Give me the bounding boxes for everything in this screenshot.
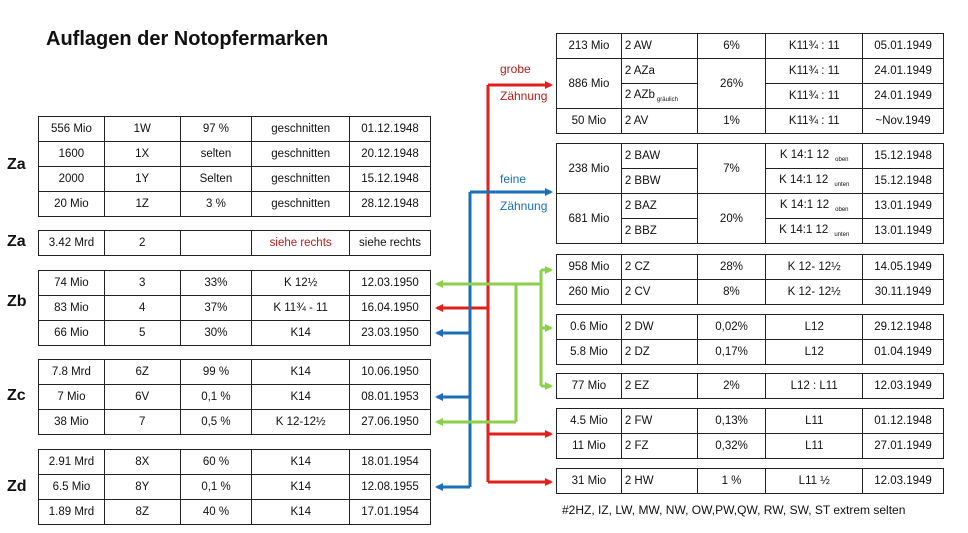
cell-date: 05.01.1949 — [863, 34, 944, 59]
cell-perf: K 11¾ - 11 — [252, 296, 350, 321]
cell-nr: 2 DW — [621, 315, 697, 340]
cell-qty: 66 Mio — [39, 321, 105, 346]
group-label-zb: Zb — [7, 293, 27, 310]
label-grobe-zahnung: Zähnung — [500, 89, 548, 103]
cell-nr: 2 CV — [621, 280, 697, 305]
cell-date: 12.08.1955 — [350, 475, 431, 500]
cell-date: siehe rechts — [350, 231, 431, 256]
cell-pct: 60 % — [180, 450, 252, 475]
cell-pct: selten — [180, 142, 252, 167]
cell-pct: 0,1 % — [180, 475, 252, 500]
cell-perf: K11¾ : 11 — [766, 59, 863, 84]
cell-nr: 3 — [104, 271, 180, 296]
perf-sub: oben — [835, 207, 849, 213]
cell-nr: 8Z — [104, 500, 180, 525]
cell-pct: 3 % — [180, 192, 252, 217]
cell-qty: 31 Mio — [557, 469, 622, 494]
perf-text: K 14:1 12 — [779, 224, 829, 236]
cell-qty: 3.42 Mrd — [39, 231, 105, 256]
cell-perf: siehe rechts — [252, 231, 350, 256]
cell-date: 27.06.1950 — [350, 410, 431, 435]
group-label-zc: Zc — [7, 387, 26, 404]
cell-nr: 2 — [104, 231, 180, 256]
cell-perf: K11¾ : 11 — [766, 34, 863, 59]
cell-pct: 0,13% — [697, 409, 766, 434]
cell-pct: 8% — [697, 280, 766, 305]
cell-nr: 6V — [104, 385, 180, 410]
cell-nr: 2 DZ — [621, 340, 697, 365]
cell-qty: 11 Mio — [557, 434, 622, 459]
cell-nr: 2 EZ — [621, 374, 697, 399]
cell-date: 29.12.1948 — [863, 315, 944, 340]
cell-nr: 6Z — [104, 360, 180, 385]
cell-nr: 1X — [104, 142, 180, 167]
cell-date: 28.12.1948 — [350, 192, 431, 217]
cell-pct: Selten — [180, 167, 252, 192]
cell-date: ~Nov.1949 — [863, 109, 944, 134]
cell-nr: 2 CZ — [621, 255, 697, 280]
cell-perf: K 12-12½ — [252, 410, 350, 435]
cell-pct: 1% — [697, 109, 766, 134]
cell-pct: 7% — [697, 144, 766, 194]
cell-date: 10.06.1950 — [350, 360, 431, 385]
cell-perf: K 12- 12½ — [766, 255, 863, 280]
cell-qty: 681 Mio — [557, 194, 622, 244]
cell-nr: 1Y — [104, 167, 180, 192]
cell-date: 24.01.1949 — [863, 84, 944, 109]
cell-pct: 26% — [697, 59, 766, 109]
cell-qty: 5.8 Mio — [557, 340, 622, 365]
cell-nr-sub: gräulich — [656, 97, 678, 103]
cell-perf: geschnitten — [252, 117, 350, 142]
cell-perf: K 12- 12½ — [766, 280, 863, 305]
cell-date: 24.01.1949 — [863, 59, 944, 84]
cell-qty: 0.6 Mio — [557, 315, 622, 340]
cell-date: 12.03.1949 — [863, 374, 944, 399]
cell-date: 23.03.1950 — [350, 321, 431, 346]
page-title: Auflagen der Notopfermarken — [46, 28, 329, 50]
cell-pct: 0,02% — [697, 315, 766, 340]
cell-qty: 213 Mio — [557, 34, 622, 59]
cell-date: 18.01.1954 — [350, 450, 431, 475]
cell-nr: 8X — [104, 450, 180, 475]
cell-perf: L12 — [766, 315, 863, 340]
cell-qty: 74 Mio — [39, 271, 105, 296]
cell-perf: K14 — [252, 500, 350, 525]
cell-date: 16.04.1950 — [350, 296, 431, 321]
cell-nr: 2 AW — [621, 34, 697, 59]
cell-date: 15.12.1948 — [863, 169, 944, 194]
cell-perf: L12 — [766, 340, 863, 365]
cell-nr: 2 BAW — [621, 144, 697, 169]
cell-qty: 1600 — [39, 142, 105, 167]
cell-qty: 6.5 Mio — [39, 475, 105, 500]
group-label-zd: Zd — [7, 478, 27, 495]
cell-nr: 7 — [104, 410, 180, 435]
cell-nr: 2 BAZ — [621, 194, 697, 219]
cell-date: 20.12.1948 — [350, 142, 431, 167]
cell-nr: 8Y — [104, 475, 180, 500]
cell-date: 15.12.1948 — [863, 144, 944, 169]
cell-qty: 958 Mio — [557, 255, 622, 280]
cell-qty: 1.89 Mrd — [39, 500, 105, 525]
cell-perf: K14 — [252, 385, 350, 410]
cell-perf: L11 — [766, 409, 863, 434]
cell-perf: L11 ½ — [766, 469, 863, 494]
cell-nr: 4 — [104, 296, 180, 321]
cell-qty: 4.5 Mio — [557, 409, 622, 434]
cell-nr: 2 FZ — [621, 434, 697, 459]
cell-pct: 0,5 % — [180, 410, 252, 435]
cell-date: 30.11.1949 — [863, 280, 944, 305]
group-label-za: Za — [7, 156, 26, 173]
cell-perf: K14 — [252, 450, 350, 475]
cell-perf: K14 — [252, 360, 350, 385]
cell-perf: K 12½ — [252, 271, 350, 296]
cell-date: 13.01.1949 — [863, 194, 944, 219]
cell-nr: 2 FW — [621, 409, 697, 434]
cell-pct: 0,17% — [697, 340, 766, 365]
cell-qty: 886 Mio — [557, 59, 622, 109]
cell-date: 12.03.1949 — [863, 469, 944, 494]
cell-pct: 0,32% — [697, 434, 766, 459]
cell-date: 01.12.1948 — [350, 117, 431, 142]
cell-date: 01.12.1948 — [863, 409, 944, 434]
cell-qty: 7 Mio — [39, 385, 105, 410]
cell-date: 14.05.1949 — [863, 255, 944, 280]
cell-qty: 50 Mio — [557, 109, 622, 134]
cell-pct: 99 % — [180, 360, 252, 385]
cell-qty: 238 Mio — [557, 144, 622, 194]
perf-text: K 14:1 12 — [779, 199, 830, 211]
cell-qty: 556 Mio — [39, 117, 105, 142]
group-label-za-2: Za — [7, 233, 26, 250]
label-feine-zahnung: Zähnung — [500, 199, 548, 213]
cell-perf: K11¾ : 11 — [766, 109, 863, 134]
cell-pct: 6% — [697, 34, 766, 59]
cell-perf: L12 : L11 — [766, 374, 863, 399]
blue-arrow-group — [437, 192, 551, 487]
cell-nr: 1Z — [104, 192, 180, 217]
cell-qty: 83 Mio — [39, 296, 105, 321]
cell-qty: 2.91 Mrd — [39, 450, 105, 475]
cell-nr: 2 AV — [621, 109, 697, 134]
cell-date: 08.01.1953 — [350, 385, 431, 410]
cell-perf: K14 — [252, 321, 350, 346]
cell-pct: 37% — [180, 296, 252, 321]
cell-pct: 97 % — [180, 117, 252, 142]
cell-qty: 260 Mio — [557, 280, 622, 305]
cell-nr: 2 HW — [621, 469, 697, 494]
cell-nr: 2 BBZ — [621, 219, 697, 244]
label-grobe: grobe — [500, 62, 531, 76]
perf-sub: unten — [834, 232, 850, 238]
cell-pct: 30% — [180, 321, 252, 346]
cell-pct: 28% — [697, 255, 766, 280]
perf-text: K 14:1 12 — [779, 149, 830, 161]
cell-qty: 2000 — [39, 167, 105, 192]
green-arrow-group — [437, 270, 551, 422]
cell-pct: 1 % — [697, 469, 766, 494]
cell-qty: 77 Mio — [557, 374, 622, 399]
cell-perf: geschnitten — [252, 192, 350, 217]
cell-pct: 20% — [697, 194, 766, 244]
cell-nr-text: 2 AZb — [624, 89, 655, 101]
cell-nr: 5 — [104, 321, 180, 346]
cell-date: 15.12.1948 — [350, 167, 431, 192]
cell-qty: 20 Mio — [39, 192, 105, 217]
cell-date: 12.03.1950 — [350, 271, 431, 296]
cell-perf: geschnitten — [252, 167, 350, 192]
cell-pct: 40 % — [180, 500, 252, 525]
label-feine: feine — [500, 172, 527, 186]
cell-pct: 2% — [697, 374, 766, 399]
cell-nr: 1W — [104, 117, 180, 142]
perf-sub: unten — [834, 182, 850, 188]
cell-qty: 7.8 Mrd — [39, 360, 105, 385]
cell-date: 27.01.1949 — [863, 434, 944, 459]
cell-pct: 33% — [180, 271, 252, 296]
perf-text: K 14:1 12 — [779, 174, 829, 186]
cell-nr: 2 AZa — [621, 59, 697, 84]
perf-sub: oben — [835, 157, 849, 163]
cell-pct: 0,1 % — [180, 385, 252, 410]
cell-perf: L11 — [766, 434, 863, 459]
footnote: #2HZ, IZ, LW, MW, NW, OW,PW,QW, RW, SW, ST extrem selten — [562, 503, 906, 517]
cell-date: 01.04.1949 — [863, 340, 944, 365]
cell-perf: K11¾ : 11 — [766, 84, 863, 109]
cell-perf: K14 — [252, 475, 350, 500]
cell-nr: 2 BBW — [621, 169, 697, 194]
cell-qty: 38 Mio — [39, 410, 105, 435]
cell-perf: geschnitten — [252, 142, 350, 167]
cell-date: 17.01.1954 — [350, 500, 431, 525]
cell-date: 13.01.1949 — [863, 219, 944, 244]
